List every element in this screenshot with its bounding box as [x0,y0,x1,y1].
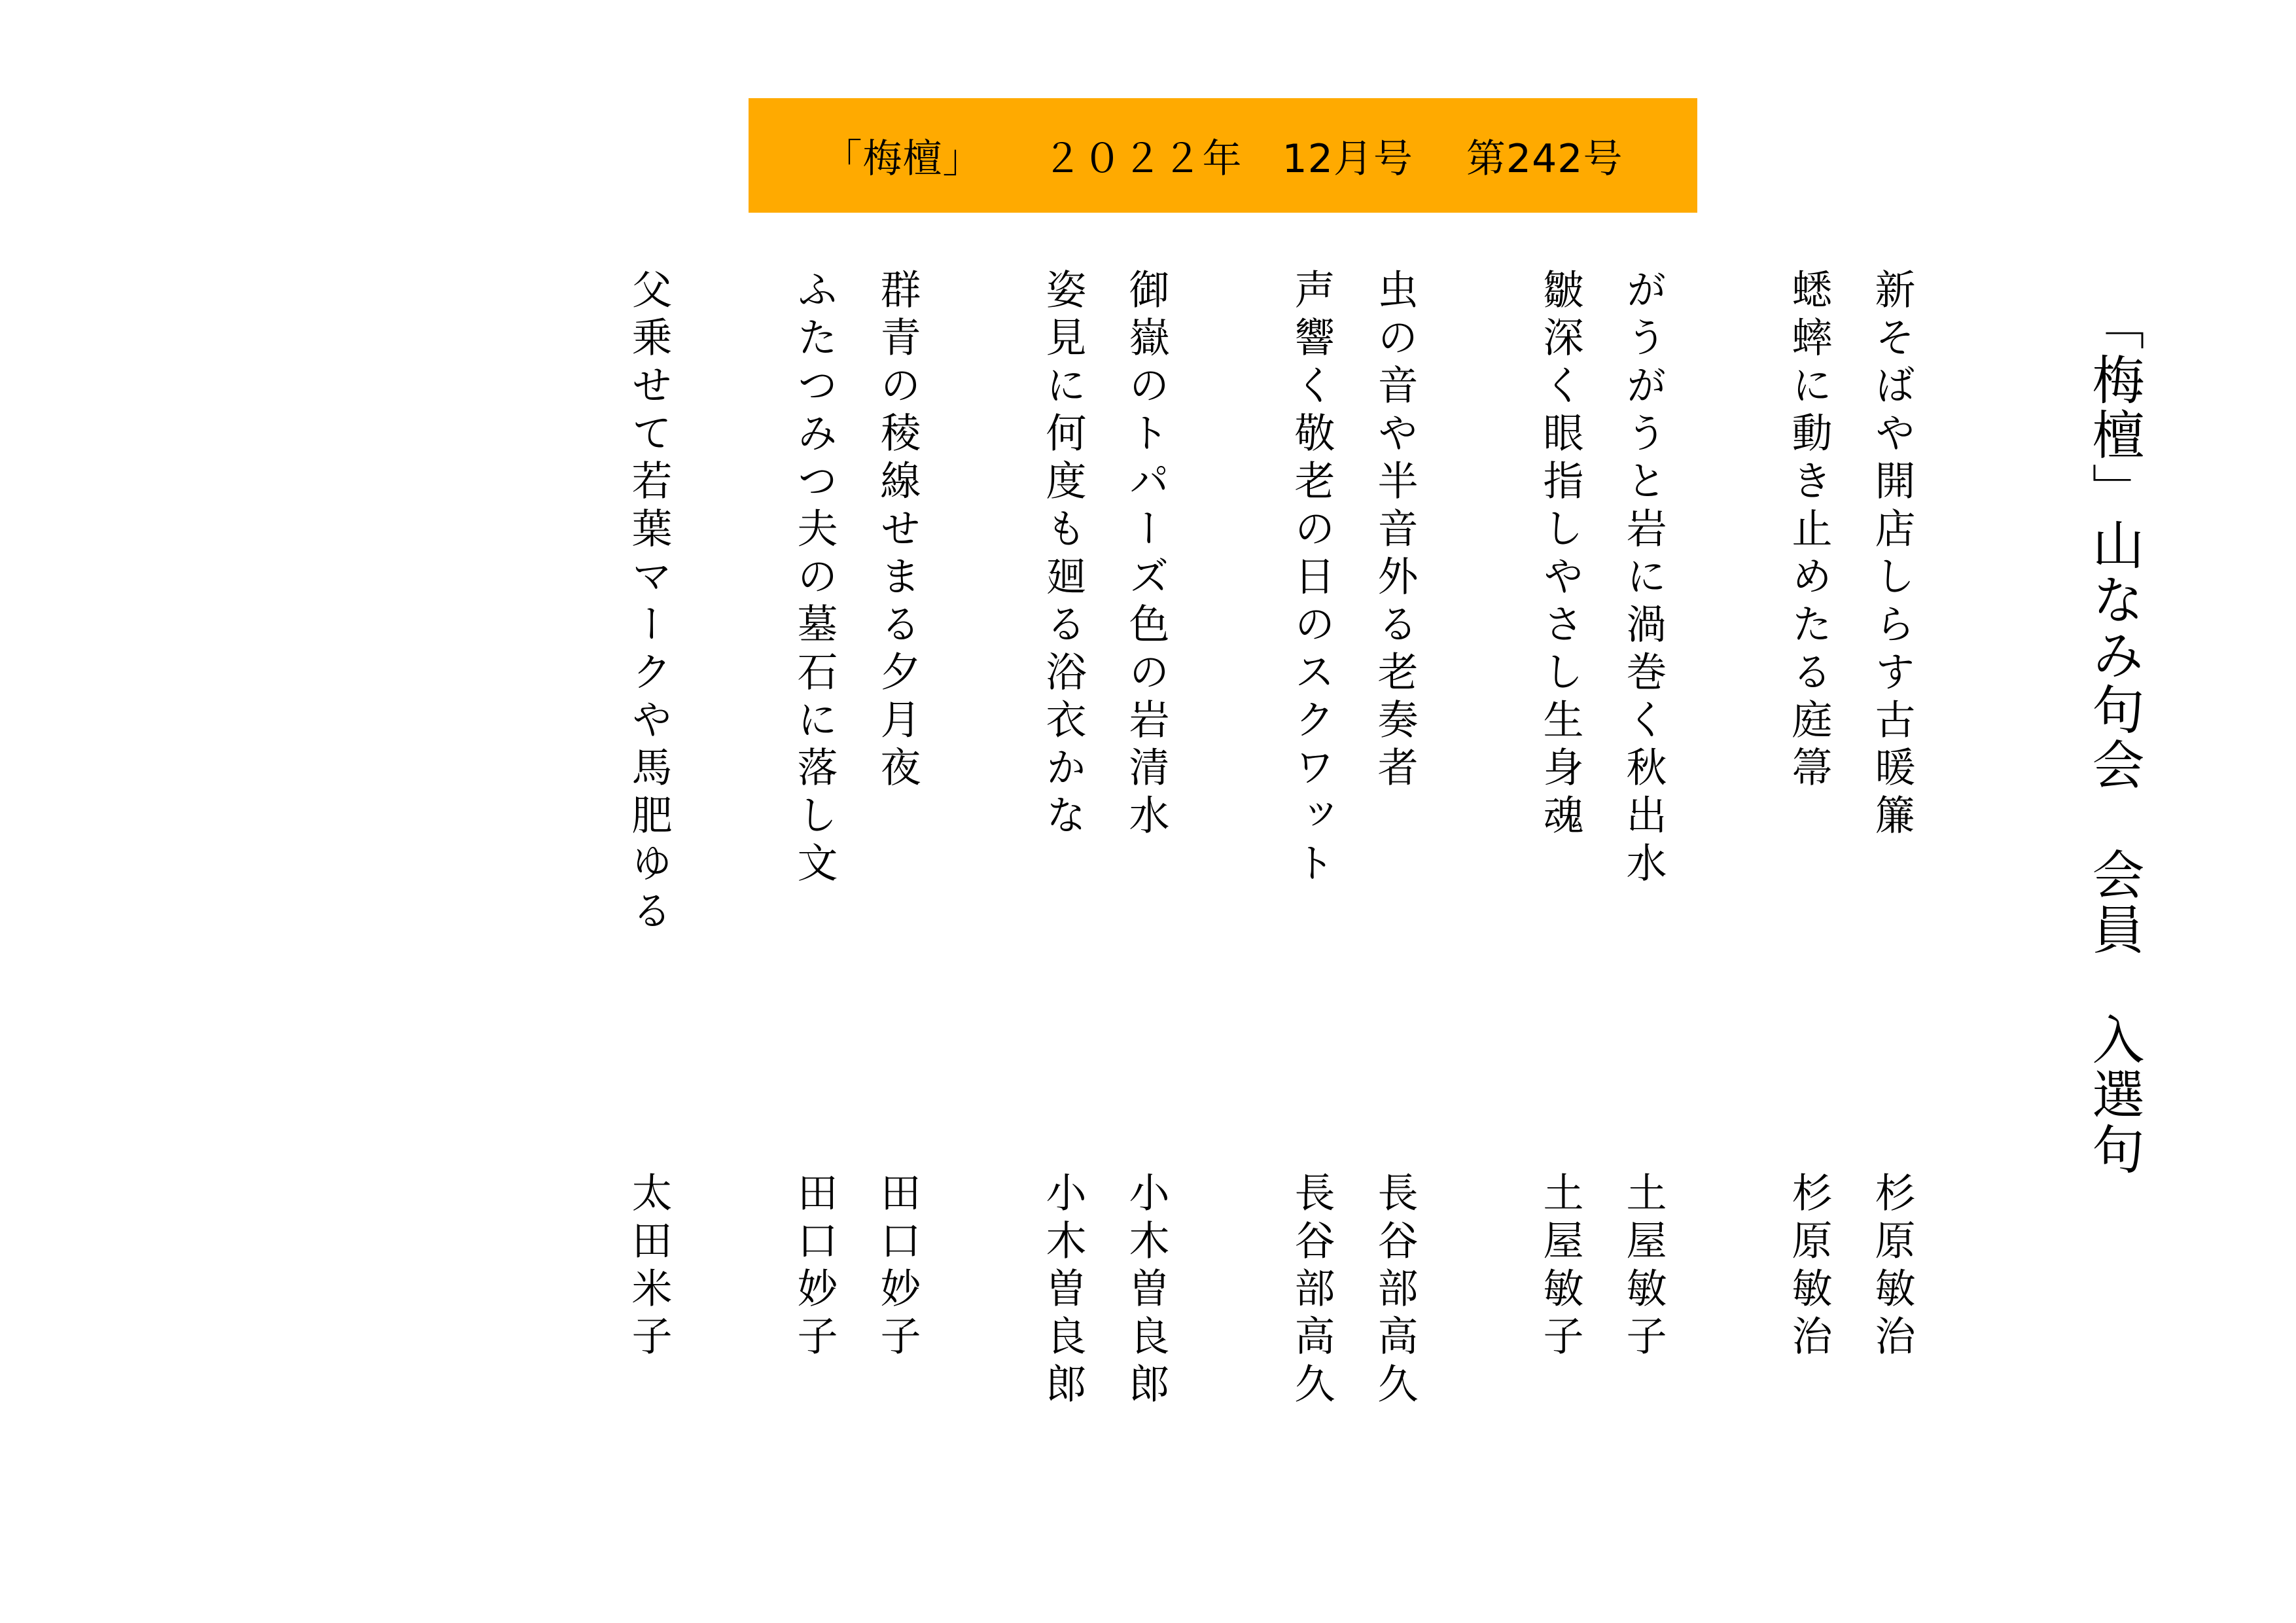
haiku-author-9: 田口妙子 [874,1171,921,1363]
haiku-author-7: 小木曽良郎 [1122,1171,1170,1410]
page-title: 「梅檀」山なみ句会 会員 入選句 [2083,298,2144,1177]
haiku-author-8: 小木曽良郎 [1039,1171,1087,1410]
haiku-10: ふたつみつ夫の墓石に落し文 [790,268,838,889]
haiku-7: 御嶽のトパーズ色の岩清水 [1122,268,1170,842]
haiku-6: 声響く敬老の日のスクワット [1288,268,1335,889]
haiku-11: 父乗せて若葉マークや馬肥ゆる [625,268,673,937]
haiku-5: 虫の音や半音外る老奏者 [1371,268,1419,794]
haiku-1: 新そばや開店しらす古暖簾 [1868,268,1916,842]
haiku-author-5: 長谷部高久 [1371,1171,1419,1410]
haiku-author-10: 田口妙子 [790,1171,838,1363]
haiku-2: 蟋蟀に動き止めたる庭箒 [1785,268,1833,794]
haiku-8: 姿見に何度も廻る浴衣かな [1039,268,1087,842]
haiku-author-1: 杉原敏治 [1868,1171,1916,1363]
haiku-author-2: 杉原敏治 [1785,1171,1833,1363]
haiku-author-4: 土屋敏子 [1536,1171,1584,1363]
haiku-author-3: 土屋敏子 [1619,1171,1667,1363]
haiku-author-11: 太田米子 [625,1171,673,1363]
issue-banner-text: 「梅檀」 ２０２２年 12月号 第242号 [822,135,1623,182]
issue-banner [749,98,1697,213]
haiku-author-6: 長谷部高久 [1288,1171,1335,1410]
haiku-4: 皺深く眼指しやさし生身魂 [1536,268,1584,842]
haiku-9: 群青の稜線せまる夕月夜 [874,268,921,794]
haiku-3: がうがうと岩に渦巻く秋出水 [1619,268,1667,889]
